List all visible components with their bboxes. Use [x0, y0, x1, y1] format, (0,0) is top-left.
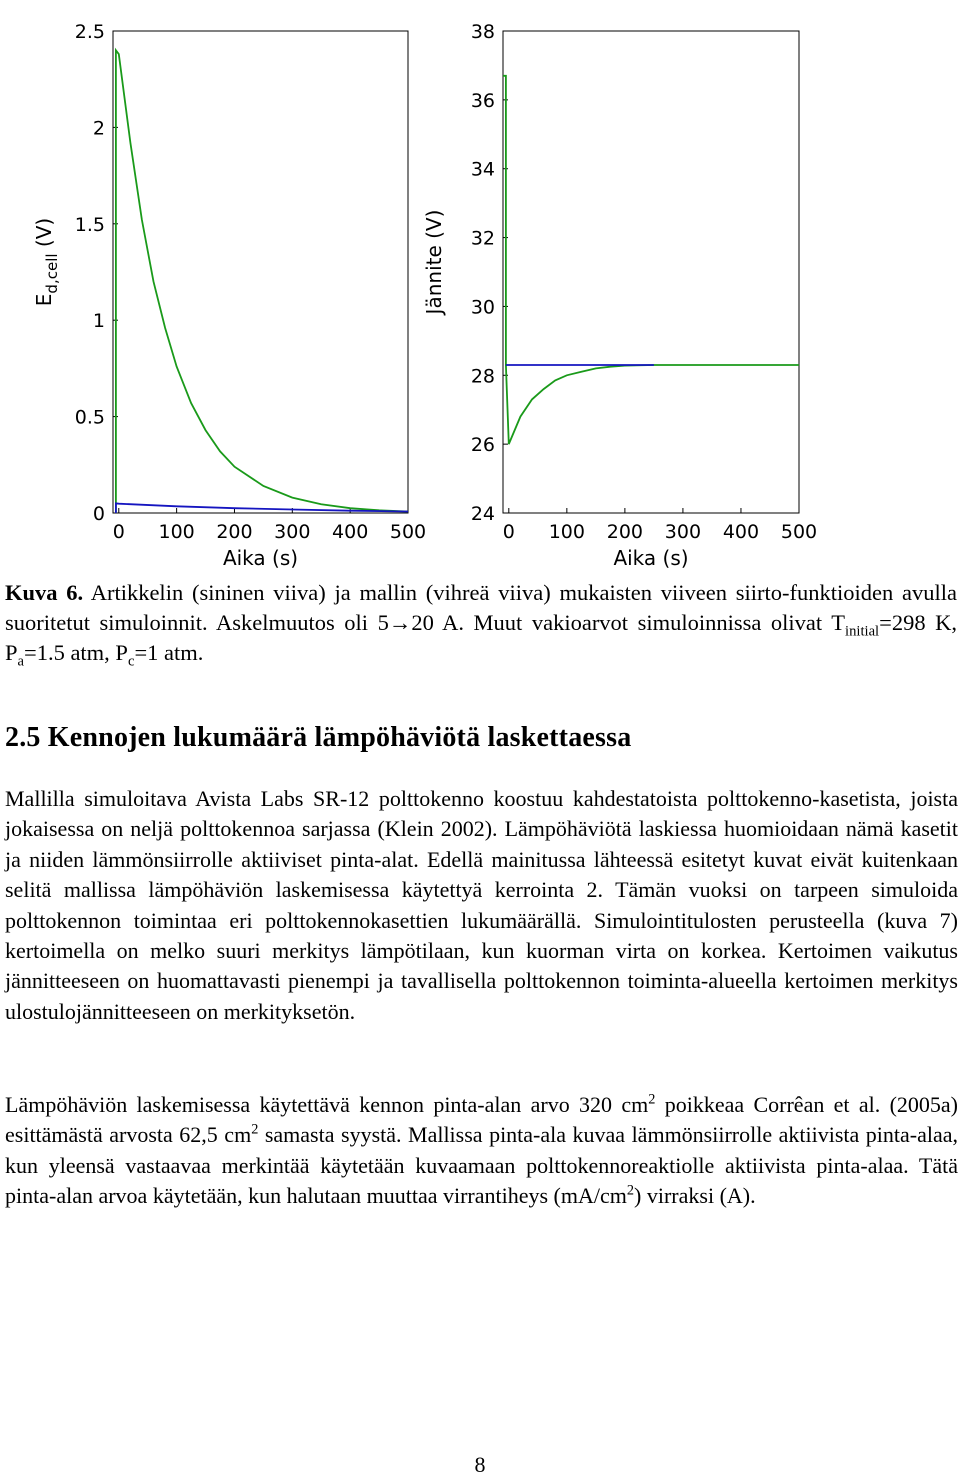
page-number: 8: [474, 1452, 486, 1477]
right-chart-y-axis-label: Jännite (V): [422, 209, 446, 315]
right-chart-x-tick-label: 500: [780, 521, 818, 543]
left-chart-y-tick-label: 2.5: [74, 21, 105, 43]
caption-sub-initial: initial: [845, 623, 880, 640]
caption-text-a: Artikkelin (sininen viiva) ja mallin (vihreä viiva) mukaisten viiveen siirto-funktioiden avulla suoritetut simuloinnit. Askelmuutos oli 5→20 A. Muut vakioarvot simuloinnissa olivat T: [5, 580, 958, 635]
caption-text-c: =1.5 atm, P: [24, 640, 128, 665]
caption-sub-c: c: [127, 653, 135, 670]
paragraph-2-sup2: 2: [251, 1122, 259, 1139]
right-chart-x-tick-label: 100: [548, 521, 585, 543]
right-chart-y-tick-label: 32: [470, 227, 495, 250]
left-chart-x-tick-label: 100: [158, 521, 195, 543]
left-chart-y-tick-label: 1.5: [74, 213, 105, 236]
left-chart-x-axis-label: Aika (s): [222, 546, 299, 570]
left-chart-x-tick-label: 400: [332, 521, 369, 543]
right-chart-y-tick-label: 36: [470, 89, 495, 112]
paragraph-2: [5, 1090, 958, 1212]
right-chart-y-tick-label: 26: [470, 434, 495, 457]
right-chart-x-tick-label: 300: [664, 521, 702, 543]
section-heading: 2.5 Kennojen lukumäärä lämpöhäviötä laskettaessa: [5, 722, 632, 753]
chart-left: [32, 21, 426, 570]
right-chart-y-tick-label: 28: [470, 365, 495, 388]
right-chart-y-tick-label: 30: [470, 296, 495, 319]
caption-text-d: =1 atm.: [134, 640, 204, 665]
left-chart-y-axis-label: $E_{d,cell}$ (V): [32, 217, 61, 307]
left-chart-plot-area: [113, 31, 408, 513]
right-chart-y-tick-label: 24: [470, 503, 495, 525]
left-chart-y-tick-label: 0.5: [74, 406, 105, 429]
caption-label: Kuva 6.: [5, 580, 84, 605]
chart-right: [422, 21, 817, 570]
right-chart-plot-area: [503, 31, 799, 513]
paragraph-2-sup1: 2: [648, 1091, 656, 1108]
left-chart-x-tick-label: 0: [112, 521, 125, 543]
right-chart-y-tick-label: 34: [470, 158, 495, 181]
right-chart-x-tick-label: 400: [722, 521, 760, 543]
left-chart-x-tick-label: 500: [389, 521, 427, 543]
paragraph-2-d: ) virraksi (A).: [634, 1183, 756, 1209]
paragraph-2-a: Lämpöhäviön laskemisessa käytettävä kennon pinta-alan arvo 320 cm: [5, 1092, 649, 1117]
left-chart-y-tick-label: 1: [92, 310, 105, 333]
right-chart-x-tick-label: 200: [606, 521, 644, 543]
left-chart-y-tick-label: 0: [92, 503, 105, 525]
paragraph-1: Mallilla simuloitava Avista Labs SR-12 polttokenno koostuu kahdestatoista polttokenno-kasetista, joista jokaisessa on neljä polttokennoa sarjassa (Klein 2002). Lämpöhäviötä laskiessa huomioidaan nämä kasetit ja niiden lämmönsiirrolle aktiiviset pinta-alat. Edellä mainitussa lähteessä esitetyt kuvat eivät kuitenkaan selitä mallissa lämpöhäviön laskemisessa käytettyä kerrointa 2. Tämän vuoksi on tarpeen simuloida polttokennon toimintaa eri polttokennokasettien lukumäärällä. Simulointitulosten perusteella (kuva 7) kertoimella on melko suuri merkitys lämpötilaan, kun kuorman virta on korkea. Kertoimen vaikutus jännitteeseen on huomattavasti pienempi ja tavallisella polttokennon toiminta-alueella kertoimen merkitys ulostulojännitteeseen on merkityksetön.: [5, 786, 958, 1024]
caption-sub-a: a: [17, 653, 24, 670]
right-chart-x-axis-label: Aika (s): [613, 546, 689, 570]
caption-text-b: =298 K, P: [5, 610, 957, 665]
paragraph-2-b: poikkeaa Corrêan et al. (2005a) esittämästä arvosta 62,5 cm: [5, 1092, 958, 1148]
figure-caption: [5, 578, 957, 668]
left-chart-x-tick-label: 200: [216, 521, 253, 543]
left-chart-y-tick-label: 2: [92, 117, 105, 140]
figure-charts: [0, 0, 960, 575]
right-chart-x-tick-label: 0: [502, 521, 515, 543]
right-chart-y-tick-label: 38: [470, 21, 495, 43]
paragraph-2-sup3: 2: [626, 1182, 635, 1199]
left-chart-x-tick-label: 300: [274, 521, 311, 543]
paragraph-2-c: samasta syystä. Mallissa pinta-ala kuvaa lämmönsiirrolle aktiivista pinta-alaa, kun yleensä vastaavaa merkintää käytetään kuvaamaan polttokennoreaktiolle aktiivista pinta-alaa. Tätä pinta-alan arvoa käytetään, kun halutaan muuttaa virrantiheys (mA/cm: [5, 1122, 958, 1209]
